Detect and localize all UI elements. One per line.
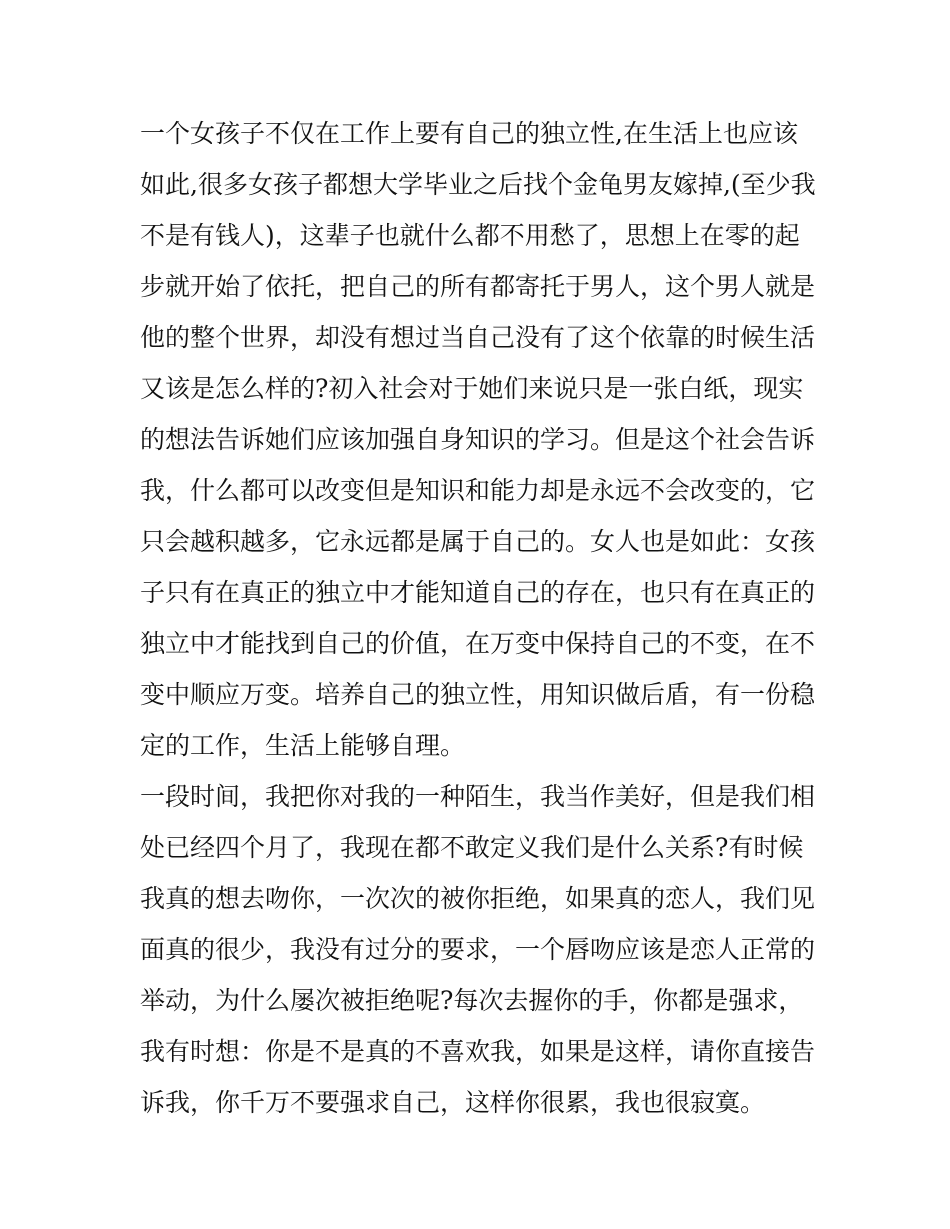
text-line: 我，什么都可以改变但是知识和能力却是永远不会改变的，它 [140, 476, 816, 505]
text-line: 面真的很少，我没有过分的要求，一个唇吻应该是恋人正常的 [140, 935, 816, 964]
text-line: 诉我，你千万不要强求自己，这样你很累，我也很寂寞。 [140, 1088, 766, 1117]
text-line: 我真的想去吻你，一次次的被你拒绝，如果真的恋人，我们见 [140, 884, 816, 913]
text-line: 不是有钱人)，这辈子也就什么都不用愁了，思想上在零的起 [140, 221, 800, 250]
text-line: 独立中才能找到自己的价值，在万变中保持自己的不变，在不 [140, 629, 816, 658]
text-line: 变中顺应万变。培养自己的独立性，用知识做后盾，有一份稳 [140, 680, 816, 709]
text-line: 定的工作，生活上能够自理。 [140, 731, 466, 760]
text-line: 的想法告诉她们应该加强自身知识的学习。但是这个社会告诉 [140, 425, 816, 454]
text-line: 举动，为什么屡次被拒绝呢?每次去握你的手，你都是强求， [140, 986, 804, 1015]
text-line: 又该是怎么样的?初入社会对于她们来说只是一张白纸，现实 [140, 374, 804, 403]
text-line: 处已经四个月了，我现在都不敢定义我们是什么关系?有时候 [140, 833, 804, 862]
text-line: 我有时想：你是不是真的不喜欢我，如果是这样，请你直接告 [140, 1037, 816, 1066]
paragraph-1 [140, 108, 820, 771]
text-line: 他的整个世界，却没有想过当自己没有了这个依靠的时候生活 [140, 323, 816, 352]
text-line: 一个女孩子不仅在工作上要有自己的独立性,在生活上也应该 [140, 119, 798, 148]
text-line: 一段时间，我把你对我的一种陌生，我当作美好，但是我们相 [140, 782, 816, 811]
text-line: 步就开始了依托，把自己的所有都寄托于男人，这个男人就是 [140, 272, 816, 301]
text-line: 只会越积越多，它永远都是属于自己的。女人也是如此：女孩 [140, 527, 816, 556]
text-line: 子只有在真正的独立中才能知道自己的存在，也只有在真正的 [140, 578, 816, 607]
text-line: 如此,很多女孩子都想大学毕业之后找个金龟男友嫁掉,(至少我 [140, 170, 816, 199]
paragraph-2 [140, 771, 820, 1128]
document-body [140, 108, 820, 1128]
